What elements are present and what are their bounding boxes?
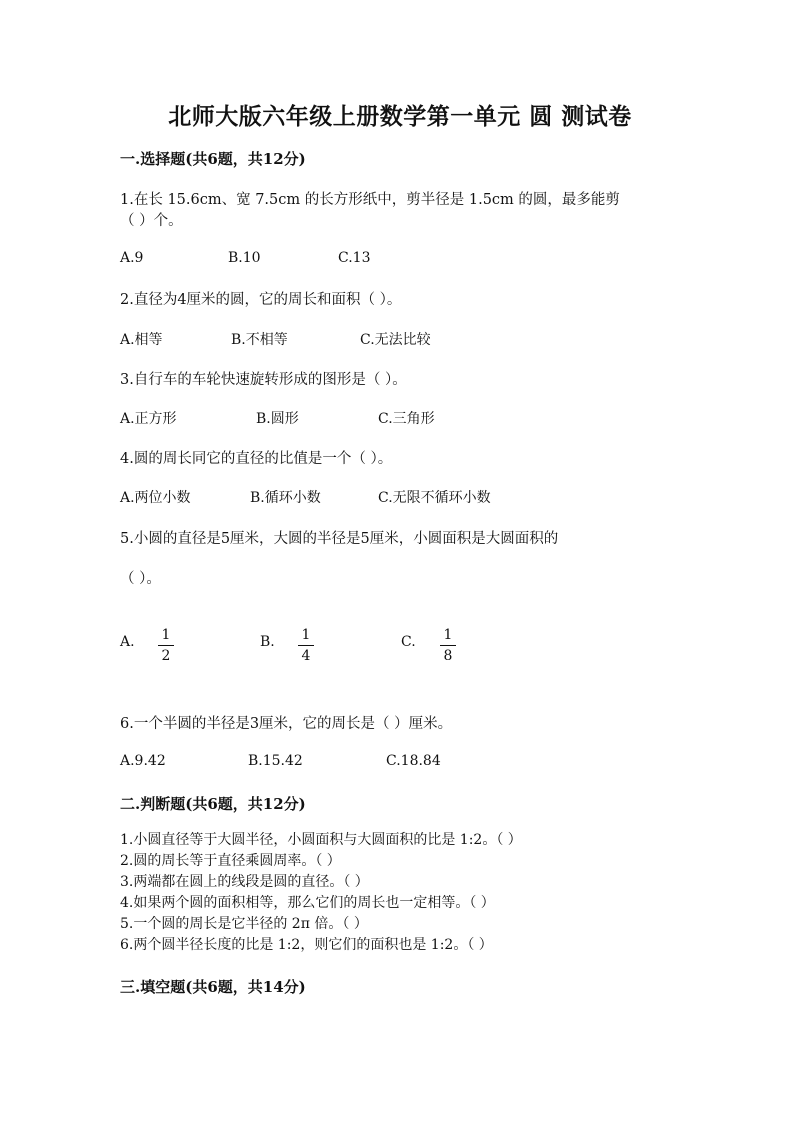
- q3-option-b: B.圆形: [256, 411, 299, 427]
- q5-option-c-fraction: [440, 627, 456, 664]
- judge-item-4: 4.如果两个圆的面积相等，那么它们的周长也一定相等。（ ）: [120, 895, 495, 911]
- q6-option-a: A.9.42: [120, 753, 166, 769]
- fraction-numerator: 1: [161, 627, 171, 643]
- q4-option-b: B.循环小数: [250, 490, 321, 506]
- question-5-line-2: （ ）。: [120, 571, 161, 587]
- q4-option-c: C.无限不循环小数: [378, 490, 491, 506]
- q3-option-c: C.三角形: [378, 411, 435, 427]
- q1-option-b: B.10: [228, 250, 261, 266]
- q3-option-a: A.正方形: [120, 411, 177, 427]
- fraction-bar: [298, 645, 314, 646]
- q2-option-c: C.无法比较: [360, 332, 431, 348]
- judge-item-6: 6.两个圆半径长度的比是 1:2，则它们的面积也是 1:2。（ ）: [120, 937, 493, 953]
- judge-item-1: 1.小圆直径等于大圆半径，小圆面积与大圆面积的比是 1:2。（ ）: [120, 832, 522, 848]
- question-4: 4.圆的周长同它的直径的比值是一个（ ）。: [120, 451, 393, 467]
- page-title: 北师大版六年级上册数学第一单元 圆 测试卷: [168, 103, 632, 130]
- section-heading-choice: 一.选择题(共6题，共12分): [120, 150, 306, 168]
- q4-option-a: A.两位小数: [120, 490, 191, 506]
- q2-option-a: A.相等: [120, 332, 163, 348]
- fraction-denominator: 4: [301, 648, 311, 664]
- q5-option-a-label: A.: [120, 634, 135, 650]
- judge-item-3: 3.两端都在圆上的线段是圆的直径。（ ）: [120, 874, 369, 890]
- fraction-denominator: 2: [161, 648, 171, 664]
- q5-option-a-fraction: [158, 627, 174, 664]
- question-1-line-1: 1.在长 15.6cm、宽 7.5cm 的长方形纸中，剪半径是 1.5cm 的圆，最多能剪: [120, 192, 620, 208]
- question-3: 3.自行车的车轮快速旋转形成的图形是（ ）。: [120, 372, 407, 388]
- judge-item-5: 5.一个圆的周长是它半径的 2π 倍。（ ）: [120, 916, 368, 932]
- q6-option-b: B.15.42: [248, 753, 303, 769]
- q6-option-c: C.18.84: [386, 753, 441, 769]
- judge-item-2: 2.圆的周长等于直径乘圆周率。（ ）: [120, 853, 341, 869]
- question-5-line-1: 5.小圆的直径是5厘米，大圆的半径是5厘米，小圆面积是大圆面积的: [120, 531, 559, 547]
- fraction-numerator: 1: [301, 627, 311, 643]
- q5-option-b-fraction: [298, 627, 314, 664]
- q2-option-b: B.不相等: [231, 332, 288, 348]
- fraction-denominator: 8: [443, 648, 453, 664]
- question-1-line-2: （ ）个。: [120, 213, 183, 229]
- question-2: 2.直径为4厘米的圆，它的周长和面积（ ）。: [120, 292, 402, 308]
- section-heading-fill: 三.填空题(共6题，共14分): [120, 978, 306, 996]
- q5-option-b-label: B.: [260, 634, 275, 650]
- q1-option-a: A.9: [120, 250, 144, 266]
- question-6: 6.一个半圆的半径是3厘米，它的周长是（ ）厘米。: [120, 716, 453, 732]
- q1-option-c: C.13: [338, 250, 371, 266]
- section-heading-judge: 二.判断题(共6题，共12分): [120, 795, 306, 813]
- fraction-numerator: 1: [443, 627, 453, 643]
- fraction-bar: [440, 645, 456, 646]
- fraction-bar: [158, 645, 174, 646]
- q5-option-c-label: C.: [401, 634, 416, 650]
